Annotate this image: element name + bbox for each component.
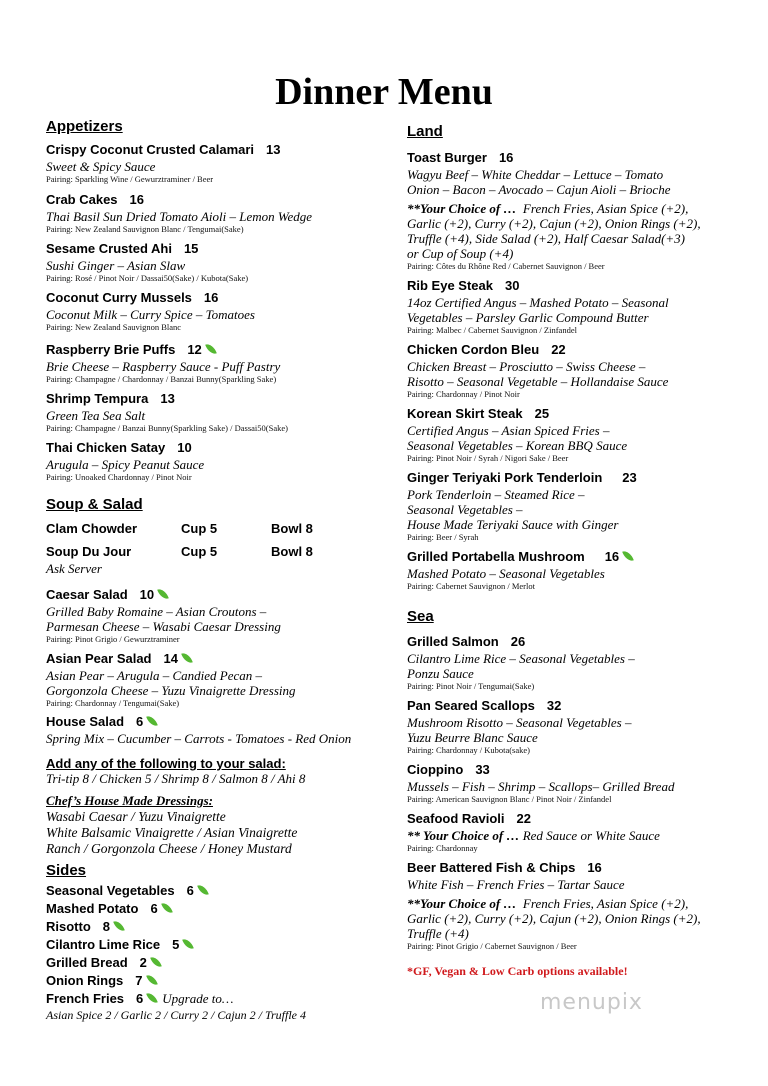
choice-line: Garlic (+2), Curry (+2), Cajun (+2), Onion Rings (+2),	[407, 216, 701, 231]
item-name: Chicken Cordon Bleu	[407, 342, 540, 357]
bowl-price: Bowl 8	[271, 521, 313, 536]
item-pairing: Pairing: Cabernet Sauvignon / Merlot	[407, 581, 535, 591]
choice-line: Truffle (+4), Side Salad (+2), Half Caesar Salad(+3)	[407, 231, 685, 246]
side-name: Risotto	[46, 919, 91, 934]
item-pairing: Pairing: Pinot Noir / Tengumai(Sake)	[407, 681, 535, 691]
item-price: 25	[534, 406, 550, 421]
chicken-cordon-bleu	[407, 341, 668, 400]
item-desc: Seasonal Vegetables –	[407, 502, 523, 517]
item-desc: Chicken Breast – Prosciutto – Swiss Cheese –	[407, 359, 646, 374]
vegetarian-leaf-icon	[113, 919, 125, 933]
side-name: Onion Rings	[46, 973, 124, 988]
choice-label: **Your Choice of …	[407, 896, 517, 911]
page-title: Dinner Menu	[275, 71, 493, 113]
item-pairing: Pairing: Pinot Noir / Syrah / Nigori Sake / Beer	[407, 453, 569, 463]
side-name: French Fries	[46, 991, 125, 1006]
item-price: 16	[129, 192, 145, 207]
item-name: Caesar Salad	[46, 587, 128, 602]
item-price: 22	[551, 342, 566, 357]
item-desc: 14oz Certified Angus – Mashed Potato – Seasonal	[407, 295, 669, 310]
item-price: 16	[498, 150, 514, 165]
choice-label: **Your Choice of …	[407, 201, 517, 216]
item-pairing: Pairing: Malbec / Cabernet Sauvignon / Zinfandel	[407, 325, 577, 335]
item-name: Toast Burger	[407, 150, 487, 165]
item-desc: Mashed Potato – Seasonal Vegetables	[407, 566, 605, 581]
appetizer-item	[46, 191, 312, 235]
korean-skirt-steak	[407, 405, 627, 464]
item-pairing: Pairing: Sparkling Wine / Gewurztraminer / Beer	[46, 174, 214, 184]
rib-eye-steak	[407, 277, 669, 336]
item-price: 26	[510, 634, 526, 649]
item-name: Crab Cakes	[46, 192, 118, 207]
item-name: Rib Eye Steak	[407, 278, 493, 293]
item-price: 15	[183, 241, 199, 256]
item-desc: Gorgonzola Cheese – Yuzu Vinaigrette Dressing	[46, 683, 296, 698]
item-desc: Onion – Bacon – Avocado – Cajun Aioli – Brioche	[407, 182, 671, 197]
item-pairing: Pairing: Chardonnay / Pinot Noir	[407, 389, 520, 399]
item-desc: Coconut Milk – Curry Spice – Tomatoes	[46, 307, 255, 322]
vegetarian-leaf-icon	[146, 973, 158, 987]
item-desc: Thai Basil Sun Dried Tomato Aioli – Lemon Wedge	[46, 209, 313, 224]
item-desc: Sweet & Spicy Sauce	[46, 159, 156, 174]
item-desc: Mushroom Risotto – Seasonal Vegetables –	[407, 715, 632, 730]
item-price: 16	[587, 860, 602, 875]
seafood-ravioli	[407, 810, 660, 854]
item-name: Seafood Ravioli	[407, 811, 505, 826]
item-pairing: Pairing: New Zealand Sauvignon Blanc / Tengumai(Sake)	[46, 224, 244, 234]
item-name: Korean Skirt Steak	[407, 406, 523, 421]
choice-line: or Cup of Soup (+4)	[407, 246, 514, 261]
vegetarian-leaf-icon	[146, 714, 158, 728]
item-pairing: Pairing: Chardonnay	[407, 843, 478, 853]
choice-line: Red Sauce or White Sauce	[522, 828, 660, 843]
item-desc: Parmesan Cheese – Wasabi Caesar Dressing	[46, 619, 281, 634]
item-name: Raspberry Brie Puffs	[46, 342, 176, 357]
add-ons-list: Tri-tip 8 / Chicken 5 / Shrimp 8 / Salmon 8 / Ahi 8	[46, 771, 306, 786]
item-price: 33	[475, 762, 490, 777]
item-pairing: Pairing: Pinot Grigio / Gewurztraminer	[46, 634, 180, 644]
item-desc: Grilled Baby Romaine – Asian Croutons –	[46, 604, 267, 619]
side-price: 5	[172, 937, 180, 952]
sea-heading: Sea	[407, 608, 434, 625]
side-price: 2	[139, 955, 147, 970]
soup-du-jour	[46, 543, 313, 576]
choice-label: ** Your Choice of …	[407, 828, 520, 843]
item-price: 30	[505, 278, 520, 293]
sides-heading: Sides	[46, 862, 87, 879]
item-name: Cioppino	[407, 762, 464, 777]
item-name: Shrimp Tempura	[46, 391, 149, 406]
item-name: Pan Seared Scallops	[407, 698, 535, 713]
item-name: Clam Chowder	[46, 521, 138, 536]
fish-and-chips	[407, 859, 701, 952]
item-price: 16	[604, 549, 620, 564]
pork-tenderloin	[407, 469, 637, 543]
bowl-price: Bowl 8	[271, 544, 313, 559]
item-price: 10	[177, 440, 192, 455]
choice-line: Garlic (+2), Curry (+2), Cajun (+2), Onion Rings (+2),	[407, 911, 701, 926]
side-price: 7	[135, 973, 143, 988]
pan-seared-scallops	[407, 697, 631, 756]
item-pairing: Pairing: New Zealand Sauvignon Blanc	[46, 322, 182, 332]
item-desc: Yuzu Beurre Blanc Sauce	[407, 730, 538, 745]
side-name: Cilantro Lime Rice	[46, 937, 161, 952]
item-desc: Arugula – Spicy Peanut Sauce	[46, 457, 205, 472]
item-desc: Certified Angus – Asian Spiced Fries –	[407, 423, 610, 438]
item-desc: Mussels – Fish – Shrimp – Scallops– Grilled Bread	[407, 779, 675, 794]
item-desc: Wagyu Beef – White Cheddar – Lettuce – Tomato	[407, 167, 664, 182]
item-desc: Sushi Ginger – Asian Slaw	[46, 258, 186, 273]
item-desc: Ask Server	[46, 561, 102, 576]
item-name: Coconut Curry Mussels	[46, 290, 192, 305]
vegetarian-leaf-icon	[157, 587, 169, 601]
item-price: 10	[139, 587, 155, 602]
item-name: House Salad	[46, 714, 125, 729]
item-pairing: Pairing: Champagne / Banzai Bunny(Sparkling Sake) / Dassai50(Sake)	[46, 423, 288, 433]
item-desc: Risotto – Seasonal Vegetable – Hollandaise Sauce	[407, 374, 669, 389]
appetizers-heading: Appetizers	[46, 118, 123, 135]
item-name: Asian Pear Salad	[46, 651, 152, 666]
item-pairing: Pairing: Pinot Grigio / Cabernet Sauvignon / Beer	[407, 941, 577, 951]
appetizer-item	[46, 141, 281, 185]
vegetarian-leaf-icon	[197, 883, 209, 897]
house-salad	[46, 713, 351, 746]
item-desc: Green Tea Sea Salt	[46, 408, 146, 423]
item-name: Beer Battered Fish & Chips	[407, 860, 576, 875]
sides-list	[46, 882, 306, 1023]
vegetarian-leaf-icon	[161, 901, 173, 915]
vegetarian-leaf-icon	[205, 342, 217, 356]
toast-burger	[407, 149, 701, 272]
item-desc: Pork Tenderloin – Steamed Rice –	[407, 487, 585, 502]
item-price: 22	[516, 811, 531, 826]
cup-price: Cup 5	[181, 521, 218, 536]
choice-line: French Fries, Asian Spice (+2),	[522, 896, 689, 911]
grilled-salmon	[407, 633, 635, 692]
item-price: 16	[203, 290, 219, 305]
dressing-line: White Balsamic Vinaigrette / Asian Vinaigrette	[46, 825, 298, 840]
dietary-footnote: *GF, Vegan & Low Carb options available!	[407, 964, 628, 978]
add-ons-heading: Add any of the following to your salad:	[46, 756, 286, 771]
side-price: 6	[186, 883, 194, 898]
vegetarian-leaf-icon	[622, 549, 634, 563]
item-desc: House Made Teriyaki Sauce with Ginger	[407, 517, 619, 532]
item-price: 13	[266, 142, 281, 157]
side-price: 8	[102, 919, 111, 934]
item-name: Grilled Salmon	[407, 634, 499, 649]
item-desc: Vegetables – Parsley Garlic Compound Butter	[407, 310, 649, 325]
item-name: Soup Du Jour	[46, 544, 132, 559]
item-price: 14	[163, 651, 178, 666]
item-pairing: Pairing: Beer / Syrah	[407, 532, 479, 542]
soup-salad-heading: Soup & Salad	[46, 496, 143, 513]
item-pairing: Pairing: Rosé / Pinot Noir / Dassai50(Sake) / Kubota(Sake)	[46, 273, 249, 283]
side-name: Seasonal Vegetables	[46, 883, 175, 898]
appetizer-item	[46, 240, 248, 284]
item-name: Ginger Teriyaki Pork Tenderloin	[407, 470, 603, 485]
item-pairing: Pairing: Champagne / Chardonnay / Banzai Bunny(Sparkling Sake)	[46, 374, 277, 384]
item-pairing: Pairing: Unoaked Chardonnay / Pinot Noir	[46, 472, 192, 482]
dressing-line: Wasabi Caesar / Yuzu Vinaigrette	[46, 809, 226, 824]
asian-pear-salad	[46, 650, 296, 709]
item-name: Thai Chicken Satay	[46, 440, 166, 455]
item-desc: Ponzu Sauce	[407, 666, 474, 681]
choice-line: French Fries, Asian Spice (+2),	[522, 201, 689, 216]
item-pairing: Pairing: Chardonnay / Tengumai(Sake)	[46, 698, 180, 708]
clam-chowder	[46, 520, 313, 538]
appetizer-item	[46, 439, 204, 483]
item-name: Crispy Coconut Crusted Calamari	[46, 142, 255, 157]
item-price: 6	[136, 714, 144, 729]
portabella-mushroom	[407, 548, 632, 592]
item-desc: White Fish – French Fries – Tartar Sauce	[407, 877, 625, 892]
item-name: Sesame Crusted Ahi	[46, 241, 172, 256]
cup-price: Cup 5	[181, 544, 218, 559]
item-price: 32	[546, 698, 562, 713]
choice-line: Truffle (+4)	[407, 926, 469, 941]
item-price: 12	[187, 342, 202, 357]
item-name: Grilled Portabella Mushroom	[407, 549, 585, 564]
item-desc: Spring Mix – Cucumber – Carrots - Tomatoes - Red Onion	[46, 731, 352, 746]
vegetarian-leaf-icon	[146, 991, 158, 1005]
item-desc: Cilantro Lime Rice – Seasonal Vegetables –	[407, 651, 635, 666]
salad-add-ons	[46, 756, 305, 786]
item-desc: Seasonal Vegetables – Korean BBQ Sauce	[407, 438, 628, 453]
side-name: Mashed Potato	[46, 901, 139, 916]
vegetarian-leaf-icon	[150, 955, 162, 969]
side-price: 6	[136, 991, 144, 1006]
side-name: Grilled Bread	[46, 955, 128, 970]
item-pairing: Pairing: American Sauvignon Blanc / Pinot Noir / Zinfandel	[407, 794, 612, 804]
dressings	[46, 793, 297, 857]
side-price: 6	[150, 901, 158, 916]
item-desc: Brie Cheese – Raspberry Sauce - Puff Pastry	[46, 359, 281, 374]
dressings-heading: Chef’s House Made Dressings:	[46, 793, 213, 808]
vegetarian-leaf-icon	[183, 937, 195, 951]
dressing-line: Ranch / Gorgonzola Cheese / Honey Mustard	[46, 841, 292, 856]
item-pairing: Pairing: Côtes du Rhône Red / Cabernet Sauvignon / Beer	[407, 261, 605, 271]
appetizer-item	[46, 289, 255, 333]
item-price: 13	[160, 391, 175, 406]
vegetarian-leaf-icon	[181, 651, 193, 665]
item-pairing: Pairing: Chardonnay / Kubota(sake)	[407, 745, 530, 755]
land-heading: Land	[407, 123, 443, 140]
cioppino	[407, 761, 674, 805]
upgrade-list: Asian Spice 2 / Garlic 2 / Curry 2 / Cajun 2 / Truffle 4	[46, 1008, 307, 1022]
item-desc: Asian Pear – Arugula – Candied Pecan –	[46, 668, 263, 683]
appetizer-item	[46, 390, 288, 434]
item-price: 23	[622, 470, 637, 485]
caesar-salad	[46, 586, 281, 645]
watermark: menupix	[540, 990, 643, 1015]
upgrade-label: Upgrade to…	[162, 991, 234, 1006]
appetizer-item	[46, 341, 280, 385]
